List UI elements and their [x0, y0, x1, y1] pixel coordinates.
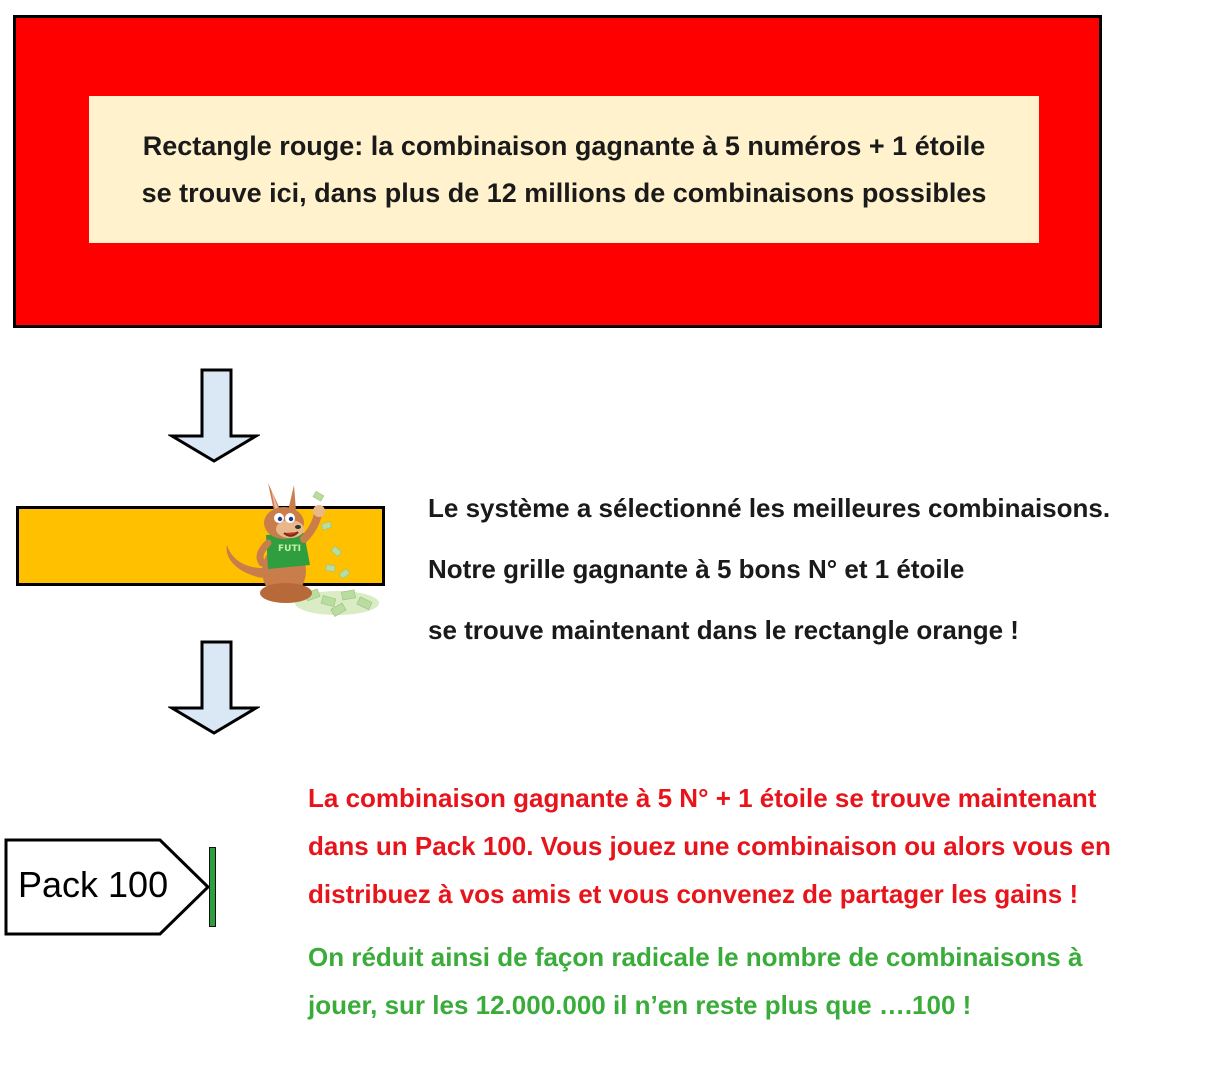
down-arrow-2-icon: [168, 640, 260, 736]
red-rectangle: [13, 15, 1102, 328]
red-caption-line-1: Rectangle rouge: la combinaison gagnante à 5 numéros + 1 étoile: [142, 130, 986, 161]
down-arrow-1-icon: [168, 368, 260, 464]
red-caption-line-2: se trouve ici, dans plus de 12 millions de combinaisons possibles: [141, 177, 987, 208]
kangaroo-mascot-icon: [222, 473, 382, 619]
pack-red-line-1: La combinaison gagnante à 5 N° + 1 étoile se trouve maintenant: [308, 783, 1097, 813]
system-explanation: [428, 486, 1110, 669]
system-line-1: Le système a sélectionné les meilleures combinaisons.: [428, 493, 1111, 523]
pack-red-line-2: dans un Pack 100. Vous jouez une combinaison ou alors vous en: [308, 831, 1111, 861]
pack-description-green: [308, 934, 1082, 1030]
system-line-3: se trouve maintenant dans le rectangle orange !: [428, 615, 1019, 645]
pack-100-label: Pack 100: [18, 864, 169, 905]
pack-green-line-2: jouer, sur les 12.000.000 il n’en reste plus que ….100 !: [308, 990, 972, 1020]
red-rectangle-caption: [89, 96, 1039, 243]
svg-text:FUTI: FUTI: [278, 544, 301, 554]
pack-description-red: [308, 775, 1111, 919]
pack-green-line-1: On réduit ainsi de façon radicale le nombre de combinaisons à: [308, 942, 1083, 972]
pack-red-line-3: distribuez à vos amis et vous convenez de partager les gains !: [308, 879, 1079, 909]
green-bar: [209, 847, 216, 927]
system-line-2: Notre grille gagnante à 5 bons N° et 1 étoile: [428, 554, 965, 584]
